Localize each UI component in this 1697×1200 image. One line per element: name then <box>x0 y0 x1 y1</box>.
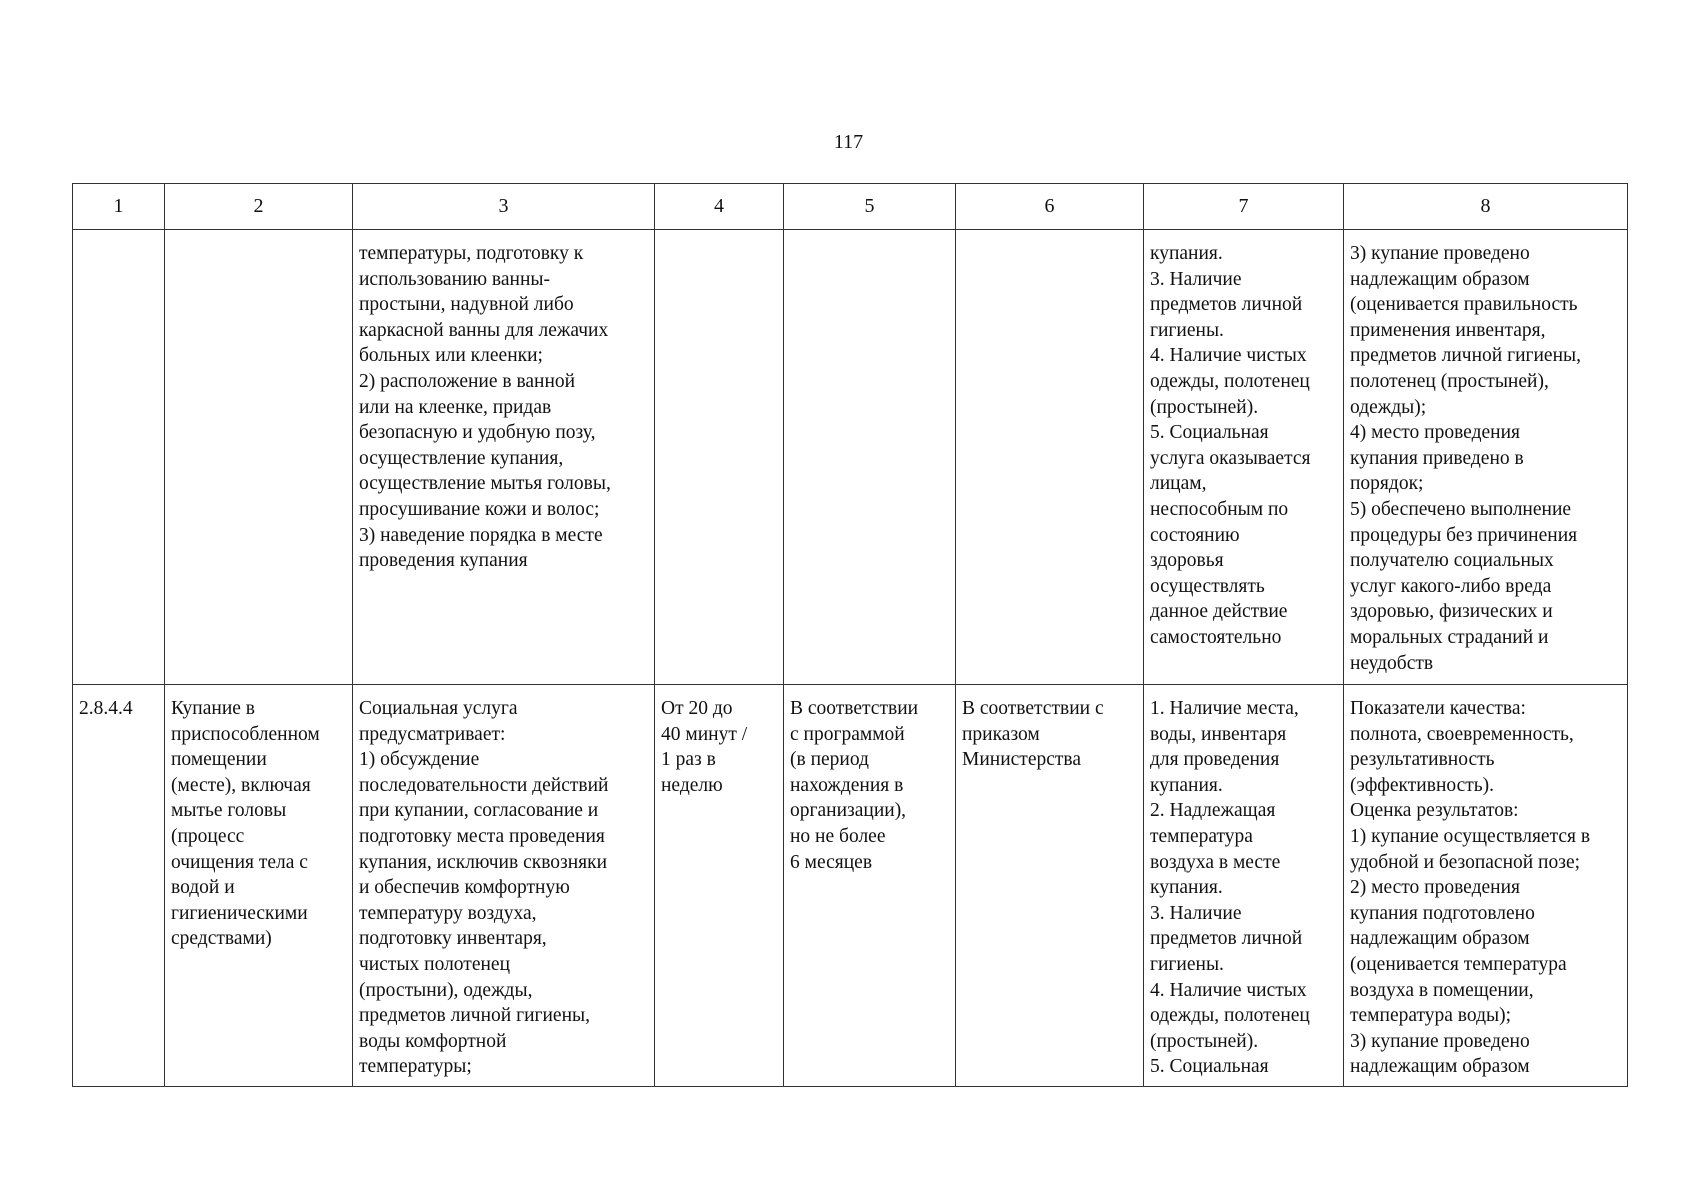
cell-service-name: Купание в приспособленном помещении (месте), включая мытье головы (процесс очищения тела с водой и гигиеническими средствами) <box>165 685 353 1087</box>
column-number-6: 6 <box>956 184 1144 230</box>
cell-term: В соответствии с программой (в период нахождения в организации), но не более 6 месяцев <box>784 685 956 1087</box>
cell-quality-indicators: Показатели качества: полнота, своевременность, результативность (эффективность). Оценка результатов: 1) купание осуществляется в удобной и безопасной позе; 2) место проведения купания подготовлено надлежащим образом (оценивается температура воздуха в помещении, температура воды); 3) купание проведено надлежащим образом <box>1344 685 1628 1087</box>
cell-tariff <box>956 230 1144 685</box>
cell-duration <box>655 230 784 685</box>
column-number-3: 3 <box>353 184 655 230</box>
cell-conditions: купания. 3. Наличие предметов личной гигиены. 4. Наличие чистых одежды, полотенец (простыней). 5. Социальная услуга оказывается лицам, неспособным по состоянию здоровья осуществлять данное действие самостоятельно <box>1144 230 1344 685</box>
services-table <box>72 183 1628 1087</box>
cell-conditions: 1. Наличие места, воды, инвентаря для проведения купания. 2. Надлежащая температура воздуха в месте купания. 3. Наличие предметов личной гигиены. 4. Наличие чистых одежды, полотенец (простыней). 5. Социальная <box>1144 685 1344 1087</box>
cell-duration: От 20 до 40 минут / 1 раз в неделю <box>655 685 784 1087</box>
table-row <box>73 685 1628 1087</box>
page-number: 117 <box>833 131 864 153</box>
cell-term <box>784 230 956 685</box>
column-number-5: 5 <box>784 184 956 230</box>
column-number-7: 7 <box>1144 184 1344 230</box>
column-number-8: 8 <box>1344 184 1628 230</box>
cell-code <box>73 230 165 685</box>
cell-service-name <box>165 230 353 685</box>
cell-tariff: В соответствии с приказом Министерства <box>956 685 1144 1087</box>
cell-service-description: Социальная услуга предусматривает: 1) обсуждение последовательности действий при купании, согласование и подготовку места проведения купания, исключив сквозняки и обеспечив комфортную температуру воздуха, подготовку инвентаря, чистых полотенец (простыни), одежды, предметов личной гигиены, воды комфортной температуры; <box>353 685 655 1087</box>
cell-service-description: температуры, подготовку к использованию ванны- простыни, надувной либо каркасной ванны для лежачих больных или клеенки; 2) расположение в ванной или на клеенке, придав безопасную и удобную позу, осуществление купания, осуществление мытья головы, просушивание кожи и волос; 3) наведение порядка в месте проведения купания <box>353 230 655 685</box>
column-number-2: 2 <box>165 184 353 230</box>
cell-code: 2.8.4.4 <box>73 685 165 1087</box>
column-number-1: 1 <box>73 184 165 230</box>
cell-quality-indicators: 3) купание проведено надлежащим образом (оценивается правильность применения инвентаря, предметов личной гигиены, полотенец (простыней), одежды); 4) место проведения купания приведено в порядок; 5) обеспечено выполнение процедуры без причинения получателю социальных услуг какого-либо вреда здоровью, физических и моральных страданий и неудобств <box>1344 230 1628 685</box>
column-number-4: 4 <box>655 184 784 230</box>
column-number-row <box>73 184 1628 230</box>
table-row <box>73 230 1628 685</box>
